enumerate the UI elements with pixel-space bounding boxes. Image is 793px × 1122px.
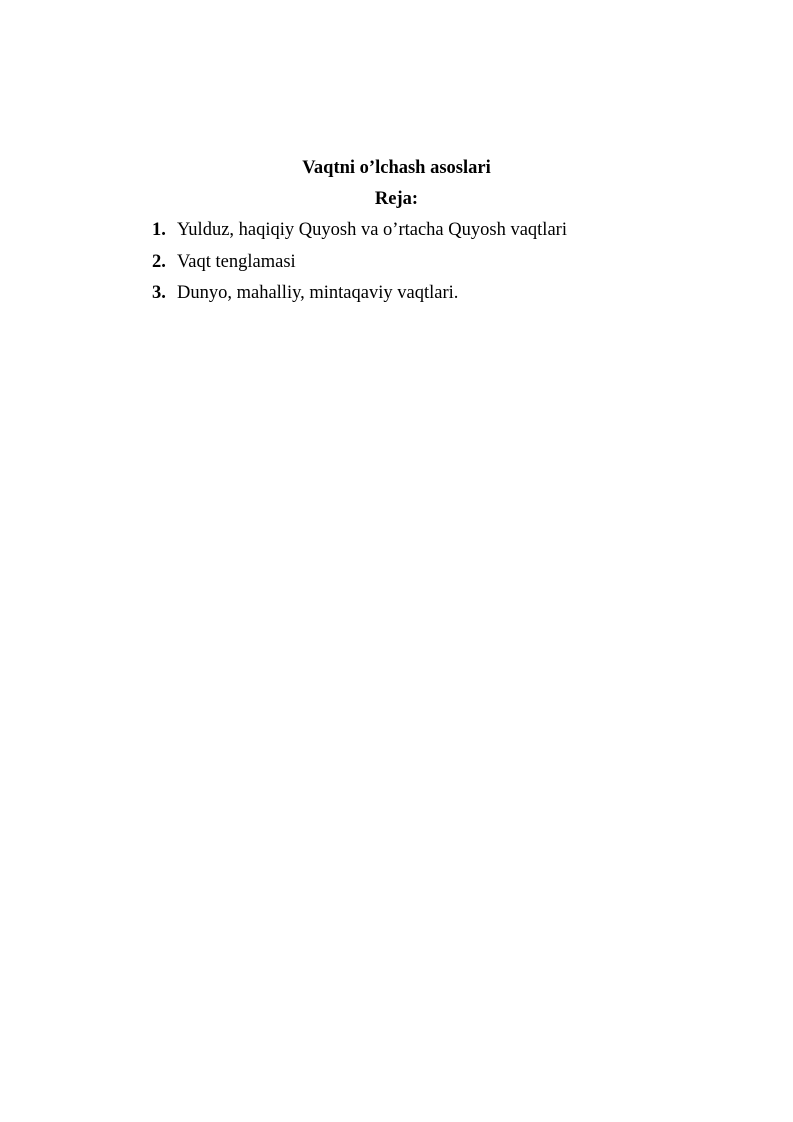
plan-list [152, 218, 567, 313]
plan-item-number: 1. [152, 220, 166, 240]
plan-item-1 [152, 218, 567, 242]
plan-item-3 [152, 281, 567, 305]
plan-item-text: Dunyo, mahalliy, mintaqaviy vaqtlari. [177, 283, 459, 303]
plan-item-number: 3. [152, 283, 166, 303]
plan-item-text: Vaqt tenglamasi [177, 251, 296, 272]
plan-item-number: 2. [152, 251, 166, 272]
plan-item-2 [152, 250, 567, 274]
plan-heading: Reja: [374, 189, 419, 209]
plan-item-text: Yulduz, haqiqiy Quyosh va o’rtacha Quyosh vaqtlari [177, 220, 567, 240]
document-title: Vaqtni o’lchash asoslari [302, 158, 491, 178]
